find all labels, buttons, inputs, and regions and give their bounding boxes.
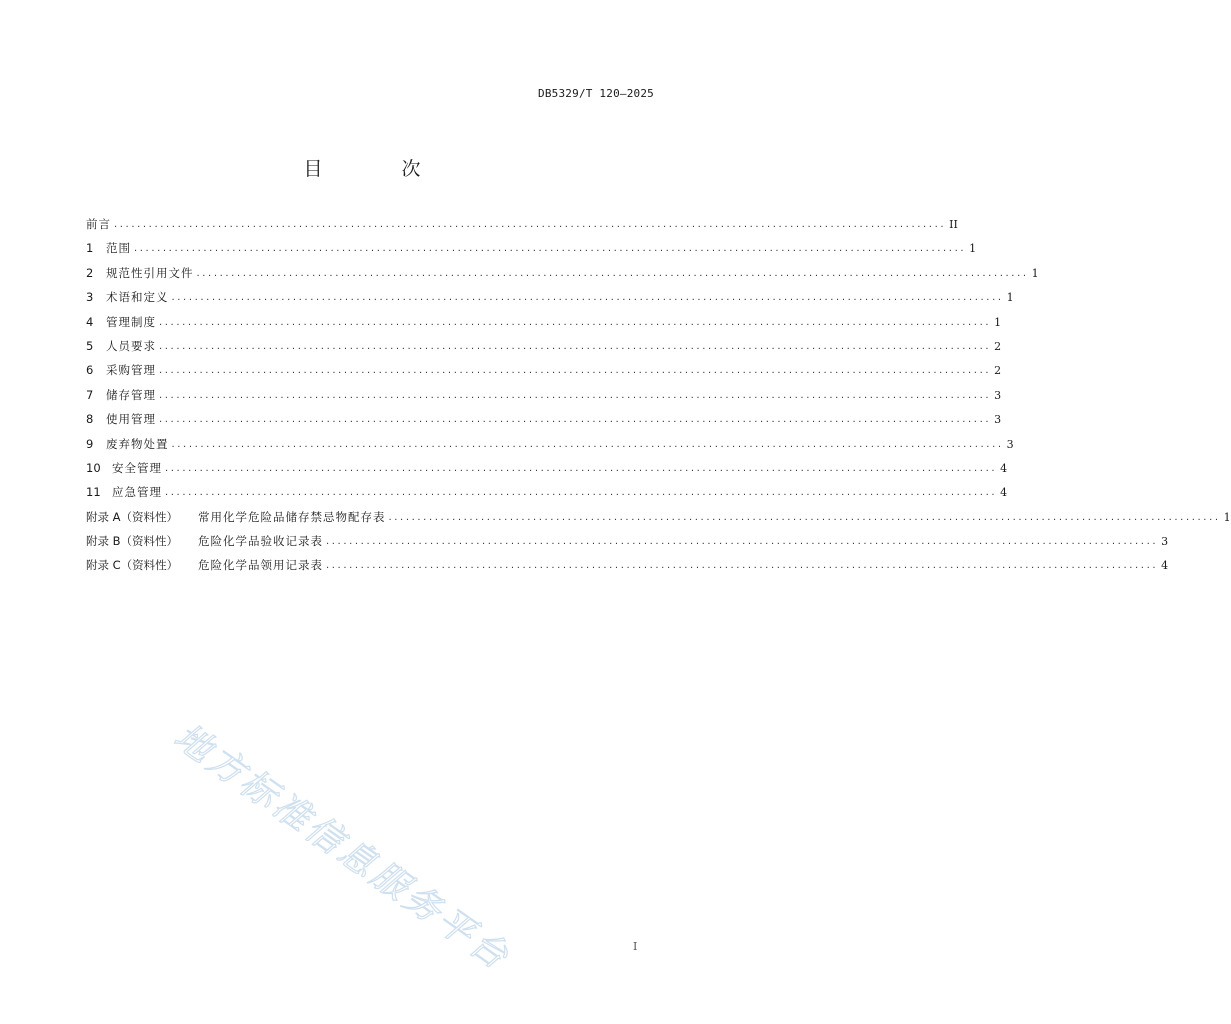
toc-leader-dots: ................................................................................................................................................ bbox=[171, 438, 1004, 450]
toc-entry-page: 1 bbox=[994, 315, 1002, 329]
toc-entry-label: 常用化学危险品储存禁忌物配存表 bbox=[198, 509, 386, 524]
toc-leader-dots: ................................................................................................................................................ bbox=[165, 462, 998, 474]
toc-entry-page: 3 bbox=[1161, 535, 1169, 549]
toc-entry-number: 11 bbox=[86, 485, 101, 500]
toc-entry-8[interactable] bbox=[86, 411, 1002, 435]
toc-entry-page: 1 bbox=[1223, 510, 1231, 524]
watermark: 地方标准信息服务平台 bbox=[166, 716, 518, 980]
toc-entry-page: 3 bbox=[994, 388, 1002, 402]
toc-leader-dots: ................................................................................................................................................ bbox=[171, 292, 1004, 304]
toc-appendix-prefix: 附录 A（资料性） bbox=[86, 509, 179, 524]
toc-entry-label: 管理制度 bbox=[106, 314, 156, 329]
toc-entry-page: 2 bbox=[994, 364, 1002, 378]
toc-entry-label: 采购管理 bbox=[106, 363, 156, 378]
toc-entry-label: 储存管理 bbox=[106, 387, 156, 402]
toc-entry-number: 7 bbox=[86, 387, 94, 402]
toc-entry-7[interactable] bbox=[86, 387, 1002, 411]
toc-leader-dots: ................................................................................................................................................ bbox=[134, 243, 967, 255]
toc-entry-label: 术语和定义 bbox=[106, 290, 169, 305]
toc-leader-dots: ................................................................................................................................................ bbox=[159, 365, 992, 377]
toc-entry-page: 1 bbox=[969, 242, 977, 256]
toc-entry-label: 安全管理 bbox=[112, 460, 162, 475]
toc-entry-number: 8 bbox=[86, 412, 94, 427]
table-of-contents bbox=[86, 216, 1231, 582]
toc-entry-10[interactable] bbox=[86, 460, 1008, 484]
toc-entry-page: 4 bbox=[1161, 559, 1169, 573]
toc-entry-label: 危险化学品验收记录表 bbox=[198, 534, 323, 549]
toc-entry-number: 9 bbox=[86, 436, 94, 451]
toc-entry-label: 使用管理 bbox=[106, 412, 156, 427]
toc-entry-appendix-a[interactable] bbox=[86, 509, 1231, 533]
toc-entry-appendix-b[interactable] bbox=[86, 533, 1169, 557]
toc-entry-label: 废弃物处置 bbox=[106, 436, 169, 451]
toc-entry-5[interactable] bbox=[86, 338, 1002, 362]
toc-leader-dots: ................................................................................................................................................ bbox=[165, 487, 998, 499]
toc-entry-page: 3 bbox=[1006, 437, 1014, 451]
toc-entry-3[interactable] bbox=[86, 289, 1014, 313]
toc-leader-dots: ................................................................................................................................................ bbox=[326, 536, 1159, 548]
toc-entry-page: 1 bbox=[1006, 291, 1014, 305]
toc-entry-label: 范围 bbox=[106, 241, 131, 256]
toc-entry-number: 2 bbox=[86, 265, 94, 280]
page-number: I bbox=[633, 940, 638, 953]
toc-leader-dots: ................................................................................................................................................ bbox=[196, 267, 1029, 279]
toc-entry-appendix-c[interactable] bbox=[86, 557, 1169, 581]
toc-entry-page: 3 bbox=[994, 413, 1002, 427]
toc-entry-page: 4 bbox=[1000, 486, 1008, 500]
toc-leader-dots: ................................................................................................................................................ bbox=[159, 316, 992, 328]
toc-entry-page: 2 bbox=[994, 339, 1002, 353]
toc-entry-label: 规范性引用文件 bbox=[106, 265, 194, 280]
toc-leader-dots: ................................................................................................................................................ bbox=[114, 219, 947, 230]
toc-entry-number: 10 bbox=[86, 460, 101, 475]
toc-entry-number: 5 bbox=[86, 338, 94, 353]
toc-entry-number: 6 bbox=[86, 363, 94, 378]
toc-leader-dots: ................................................................................................................................................ bbox=[159, 414, 992, 426]
toc-appendix-prefix: 附录 C（资料性） bbox=[86, 558, 179, 573]
toc-entry-label: 危险化学品领用记录表 bbox=[198, 558, 323, 573]
toc-entry-label: 人员要求 bbox=[106, 338, 156, 353]
toc-leader-dots: ................................................................................................................................................ bbox=[159, 340, 992, 352]
toc-entry-label: 应急管理 bbox=[112, 485, 162, 500]
toc-entry-11[interactable] bbox=[86, 484, 1008, 508]
toc-entry-4[interactable] bbox=[86, 314, 1002, 338]
toc-entry-page: 1 bbox=[1031, 266, 1039, 280]
toc-entry-2[interactable] bbox=[86, 265, 1039, 289]
toc-entry-1[interactable] bbox=[86, 240, 977, 264]
toc-leader-dots: ................................................................................................................................................ bbox=[326, 560, 1159, 572]
toc-entry-6[interactable] bbox=[86, 362, 1002, 386]
document-code: DB5329/T 120—2025 bbox=[538, 87, 654, 100]
page-title: 目 次 bbox=[303, 158, 451, 180]
toc-leader-dots: ................................................................................................................................................ bbox=[159, 389, 992, 401]
toc-leader-dots: ................................................................................................................................................ bbox=[388, 511, 1221, 523]
toc-entry-label: 前言 bbox=[86, 217, 111, 231]
toc-entry-number: 4 bbox=[86, 314, 94, 329]
toc-entry-preface[interactable] bbox=[86, 216, 958, 240]
toc-entry-page: II bbox=[949, 218, 958, 231]
toc-entry-9[interactable] bbox=[86, 436, 1014, 460]
toc-entry-number: 3 bbox=[86, 290, 94, 305]
toc-appendix-prefix: 附录 B（资料性） bbox=[86, 534, 179, 549]
toc-entry-number: 1 bbox=[86, 241, 94, 256]
toc-entry-page: 4 bbox=[1000, 461, 1008, 475]
